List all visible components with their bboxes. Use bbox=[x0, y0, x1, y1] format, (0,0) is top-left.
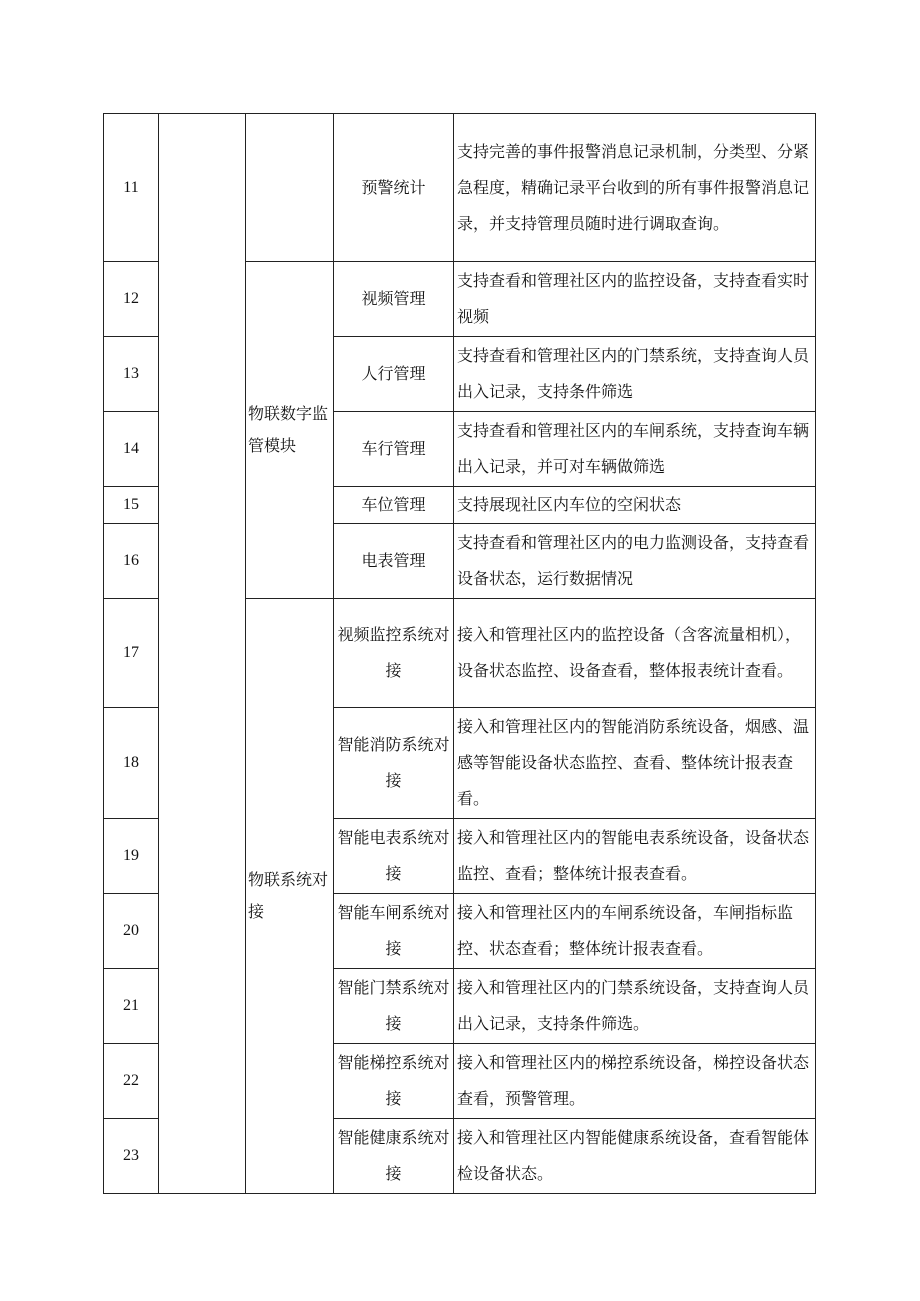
row-number: 18 bbox=[104, 708, 159, 819]
item-description: 接入和管理社区内的智能电表系统设备，设备状态监控、查看；整体统计报表查看。 bbox=[454, 819, 816, 894]
item-description: 支持查看和管理社区内的车闸系统，支持查询车辆出入记录，并可对车辆做筛选 bbox=[454, 412, 816, 487]
item-name: 智能门禁系统对接 bbox=[334, 969, 454, 1044]
row-number: 22 bbox=[104, 1044, 159, 1119]
item-name: 智能电表系统对接 bbox=[334, 819, 454, 894]
item-name: 人行管理 bbox=[334, 337, 454, 412]
item-name: 视频管理 bbox=[334, 262, 454, 337]
module-name: 物联系统对接 bbox=[248, 870, 329, 921]
item-name: 智能消防系统对接 bbox=[334, 708, 454, 819]
row-number: 13 bbox=[104, 337, 159, 412]
item-name: 电表管理 bbox=[334, 524, 454, 599]
item-description: 接入和管理社区内的门禁系统设备，支持查询人员出入记录，支持条件筛选。 bbox=[454, 969, 816, 1044]
item-name: 智能梯控系统对接 bbox=[334, 1044, 454, 1119]
module-cell bbox=[246, 262, 334, 599]
module-cell bbox=[246, 599, 334, 1194]
row-number: 11 bbox=[104, 114, 159, 262]
module-cell bbox=[246, 114, 334, 262]
row-number: 12 bbox=[104, 262, 159, 337]
row-number: 15 bbox=[104, 487, 159, 524]
item-description: 支持查看和管理社区内的监控设备，支持查看实时视频 bbox=[454, 262, 816, 337]
row-number: 21 bbox=[104, 969, 159, 1044]
item-description: 接入和管理社区内的车闸系统设备，车闸指标监控、状态查看；整体统计报表查看。 bbox=[454, 894, 816, 969]
row-number: 23 bbox=[104, 1119, 159, 1194]
module-name: 物联数字监管模块 bbox=[248, 404, 329, 455]
item-description: 接入和管理社区内智能健康系统设备，查看智能体检设备状态。 bbox=[454, 1119, 816, 1194]
item-description: 接入和管理社区内的梯控系统设备，梯控设备状态查看，预警管理。 bbox=[454, 1044, 816, 1119]
item-description: 接入和管理社区内的智能消防系统设备，烟感、温感等智能设备状态监控、查看、整体统计报表查看。 bbox=[454, 708, 816, 819]
row-number: 17 bbox=[104, 599, 159, 708]
row-number: 19 bbox=[104, 819, 159, 894]
item-description: 支持展现社区内车位的空闲状态 bbox=[454, 487, 816, 524]
item-name: 车位管理 bbox=[334, 487, 454, 524]
item-name: 车行管理 bbox=[334, 412, 454, 487]
row-number: 16 bbox=[104, 524, 159, 599]
category-cell bbox=[159, 114, 246, 1194]
item-name: 视频监控系统对接 bbox=[334, 599, 454, 708]
item-description: 支持查看和管理社区内的门禁系统，支持查询人员出入记录，支持条件筛选 bbox=[454, 337, 816, 412]
item-name: 智能健康系统对接 bbox=[334, 1119, 454, 1194]
item-description: 支持查看和管理社区内的电力监测设备，支持查看设备状态，运行数据情况 bbox=[454, 524, 816, 599]
spec-table bbox=[103, 113, 816, 1194]
item-name: 预警统计 bbox=[334, 114, 454, 262]
item-description: 接入和管理社区内的监控设备（含客流量相机），设备状态监控、设备查看，整体报表统计查看。 bbox=[454, 599, 816, 708]
item-description: 支持完善的事件报警消息记录机制，分类型、分紧急程度，精确记录平台收到的所有事件报警消息记录，并支持管理员随时进行调取查询。 bbox=[454, 114, 816, 262]
row-number: 20 bbox=[104, 894, 159, 969]
table-row bbox=[104, 114, 816, 262]
row-number: 14 bbox=[104, 412, 159, 487]
item-name: 智能车闸系统对接 bbox=[334, 894, 454, 969]
